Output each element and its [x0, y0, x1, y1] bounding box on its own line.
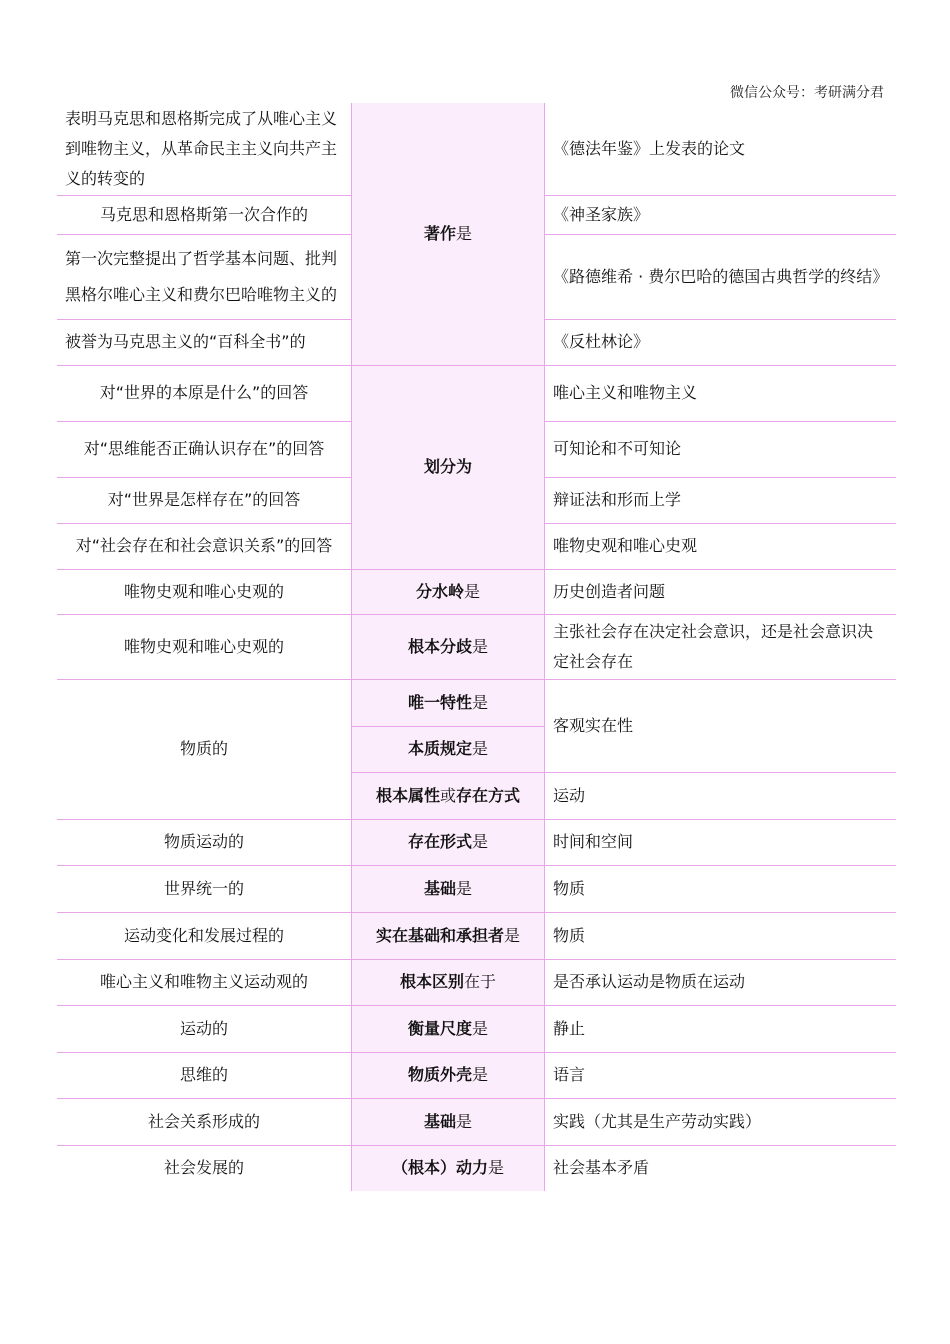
row-answer: 实践（尤其是生产劳动实践） — [545, 1098, 897, 1145]
row-subject: 表明马克思和恩格斯完成了从唯心主义到唯物主义，从革命民主主义向共产主义的转变的 — [57, 103, 352, 195]
relation-keyword: 基础 — [423, 878, 456, 898]
table-row — [57, 1052, 896, 1098]
row-subject: 对“世界是怎样存在”的回答 — [57, 477, 352, 523]
row-answer: 主张社会存在决定社会意识，还是社会意识决定社会存在 — [545, 614, 897, 679]
relation-keyword: （根本）动力 — [391, 1158, 488, 1178]
row-answer: 物质 — [545, 865, 897, 912]
relation-keyword: 基础 — [423, 1111, 456, 1131]
relation-connector: 在于 — [464, 972, 497, 991]
table-row — [57, 819, 896, 865]
row-relation — [352, 103, 545, 365]
relation-keyword: 根本属性 — [375, 785, 440, 805]
row-answer: 语言 — [545, 1052, 897, 1098]
row-answer: 运动 — [545, 772, 897, 819]
row-relation — [352, 679, 545, 726]
relation-keyword: 物质外壳 — [407, 1065, 472, 1084]
relation-keyword: 衡量尺度 — [407, 1018, 472, 1038]
row-subject: 世界统一的 — [57, 865, 352, 912]
row-relation — [352, 819, 545, 865]
source-header: 微信公众号：考研满分君 — [730, 85, 884, 101]
knowledge-table — [57, 103, 896, 1191]
row-relation — [352, 614, 545, 679]
row-answer: 可知论和不可知论 — [545, 421, 897, 477]
row-subject: 社会关系形成的 — [57, 1098, 352, 1145]
row-subject: 对“社会存在和社会意识关系”的回答 — [57, 523, 352, 569]
row-subject: 马克思和恩格斯第一次合作的 — [57, 195, 352, 234]
row-subject: 运动的 — [57, 1005, 352, 1052]
relation-keyword: 存在方式 — [456, 785, 521, 805]
row-relation — [352, 1098, 545, 1145]
relation-keyword: 实在基础和承担者 — [375, 925, 504, 945]
relation-connector: 是 — [472, 739, 489, 758]
table-row — [57, 1145, 896, 1191]
relation-keyword: 著作 — [423, 223, 456, 243]
row-subject: 物质的 — [57, 679, 352, 819]
table-row — [57, 365, 896, 421]
row-answer: 唯物史观和唯心史观 — [545, 523, 897, 569]
relation-connector: 是 — [456, 1111, 473, 1131]
row-subject: 物质运动的 — [57, 819, 352, 865]
row-answer: 时间和空间 — [545, 819, 897, 865]
table-row — [57, 614, 896, 679]
row-subject: 唯物史观和唯心史观的 — [57, 569, 352, 614]
table-row — [57, 912, 896, 959]
row-answer: 物质 — [545, 912, 897, 959]
relation-connector: 是 — [488, 1158, 505, 1178]
row-relation — [352, 1145, 545, 1191]
relation-keyword: 根本区别 — [399, 972, 464, 991]
row-relation — [352, 772, 545, 819]
row-answer: 唯心主义和唯物主义 — [545, 365, 897, 421]
table-row — [57, 1005, 896, 1052]
row-relation — [352, 959, 545, 1005]
relation-keyword: 划分为 — [423, 457, 472, 476]
row-answer: 是否承认运动是物质在运动 — [545, 959, 897, 1005]
row-relation — [352, 365, 545, 569]
relation-connector: 是 — [472, 1065, 489, 1084]
row-relation — [352, 865, 545, 912]
row-answer: 《路德维希 · 费尔巴哈的德国古典哲学的终结》 — [545, 234, 897, 319]
row-subject: 社会发展的 — [163, 1158, 244, 1178]
row-answer: 《神圣家族》 — [545, 195, 897, 234]
table-row — [57, 103, 896, 195]
relation-connector: 是 — [472, 1018, 489, 1038]
relation-connector: 是 — [456, 223, 473, 243]
table-row — [57, 959, 896, 1005]
table-row — [57, 1098, 896, 1145]
row-relation — [352, 912, 545, 959]
row-subject: 对“思维能否正确认识存在”的回答 — [57, 421, 352, 477]
row-answer: 客观实在性 — [545, 679, 897, 772]
relation-keyword: 根本分歧 — [407, 636, 472, 656]
relation-connector: 是 — [456, 878, 473, 898]
relation-connector: 是 — [464, 581, 481, 601]
row-answer: 静止 — [545, 1005, 897, 1052]
row-subject: 唯物史观和唯心史观的 — [57, 614, 352, 679]
relation-connector: 是 — [504, 925, 521, 945]
row-subject: 被誉为马克思主义的“百科全书”的 — [57, 319, 352, 365]
row-answer: 《反杜林论》 — [545, 319, 897, 365]
relation-connector: 是 — [472, 692, 489, 712]
row-answer: 辩证法和形而上学 — [545, 477, 897, 523]
row-answer: 社会基本矛盾 — [553, 1158, 650, 1178]
relation-keyword: 分水岭 — [415, 581, 464, 601]
row-relation — [352, 1052, 545, 1098]
table-row — [57, 569, 896, 614]
row-answer: 《德法年鉴》上发表的论文 — [545, 103, 897, 195]
relation-keyword: 本质规定 — [407, 739, 472, 758]
row-subject: 对“世界的本原是什么”的回答 — [57, 365, 352, 421]
row-relation — [352, 726, 545, 772]
relation-connector: 是 — [472, 636, 489, 656]
relation-keyword: 唯一特性 — [407, 692, 472, 712]
row-relation — [352, 569, 545, 614]
relation-connector: 是 — [472, 832, 489, 851]
row-answer: 历史创造者问题 — [545, 569, 897, 614]
table-row — [57, 679, 896, 726]
table-row — [57, 865, 896, 912]
row-subject: 唯心主义和唯物主义运动观的 — [57, 959, 352, 1005]
row-relation — [352, 1005, 545, 1052]
row-subject: 运动变化和发展过程的 — [57, 912, 352, 959]
row-subject: 思维的 — [57, 1052, 352, 1098]
relation-connector: 或 — [439, 785, 456, 805]
relation-keyword: 存在形式 — [407, 832, 472, 851]
row-subject: 第一次完整提出了哲学基本问题、批判黑格尔唯心主义和费尔巴哈唯物主义的 — [57, 234, 352, 319]
